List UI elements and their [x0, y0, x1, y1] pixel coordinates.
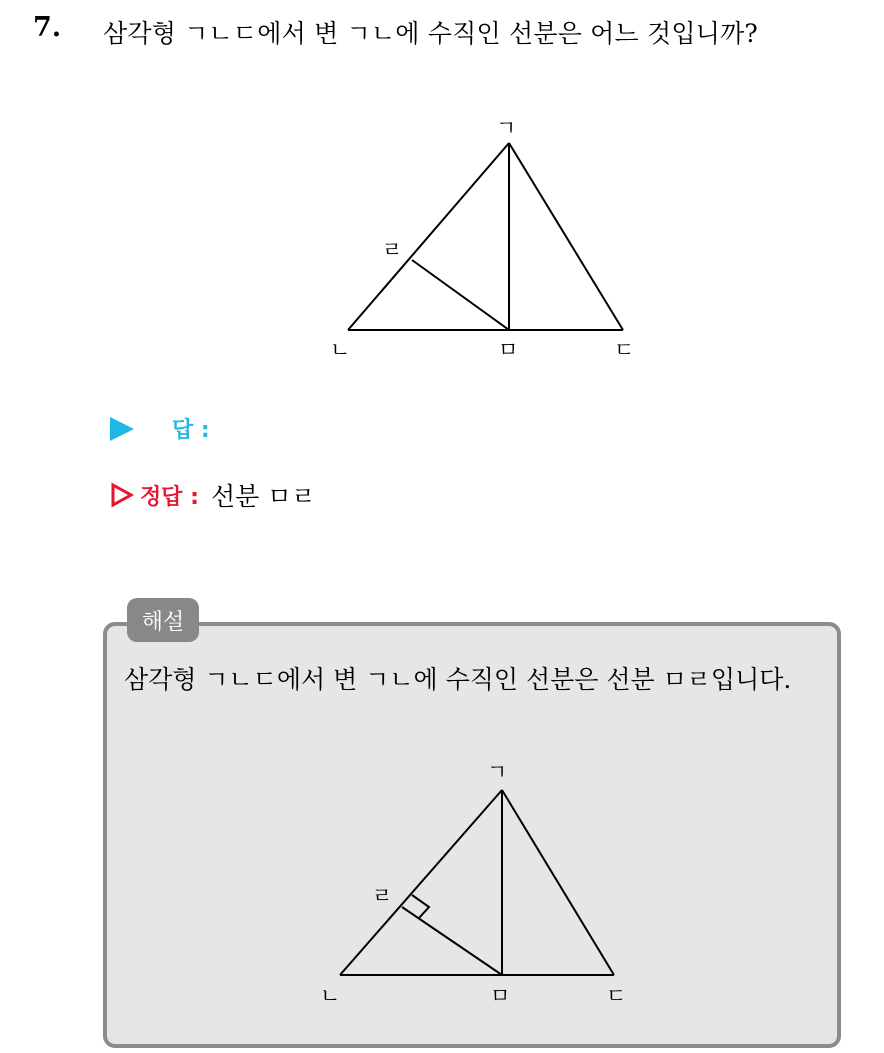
- label-top: ㄱ: [487, 760, 508, 784]
- label-right: ㄷ: [614, 338, 635, 362]
- label-left: ㄴ: [330, 338, 351, 362]
- solution-text: 삼각형 ㄱㄴㄷ에서 변 ㄱㄴ에 수직인 선분은 선분 ㅁㄹ입니다.: [124, 665, 792, 694]
- answer-label: 답 :: [172, 418, 210, 443]
- outline-arrow-icon: [110, 482, 134, 508]
- solution-tab: 해설: [127, 598, 199, 642]
- correct-value: 선분 ㅁㄹ: [210, 482, 316, 511]
- segment-mr: [412, 260, 509, 330]
- label-right: ㄷ: [606, 984, 627, 1008]
- triangle-figure: [300, 105, 660, 375]
- side-gn: [348, 143, 509, 330]
- question-text: 삼각형 ㄱㄴㄷ에서 변 ㄱㄴ에 수직인 선분은 어느 것입니까?: [103, 19, 759, 48]
- segment-mr: [402, 907, 502, 975]
- side-gd: [502, 790, 614, 975]
- label-foot: ㅁ: [490, 984, 511, 1008]
- answer-row: [110, 413, 210, 444]
- label-side: ㄹ: [372, 884, 393, 908]
- label-foot: ㅁ: [498, 338, 519, 362]
- side-gn: [340, 790, 502, 975]
- correct-label: 정답 :: [140, 484, 199, 510]
- label-top: ㄱ: [496, 116, 517, 140]
- side-gd: [509, 143, 623, 330]
- play-arrow-icon: [110, 417, 134, 441]
- solution-triangle-figure: [300, 755, 660, 1020]
- correct-answer-row: [110, 477, 316, 513]
- label-left: ㄴ: [320, 984, 341, 1008]
- label-side: ㄹ: [382, 238, 403, 262]
- question-number: 7.: [33, 12, 62, 43]
